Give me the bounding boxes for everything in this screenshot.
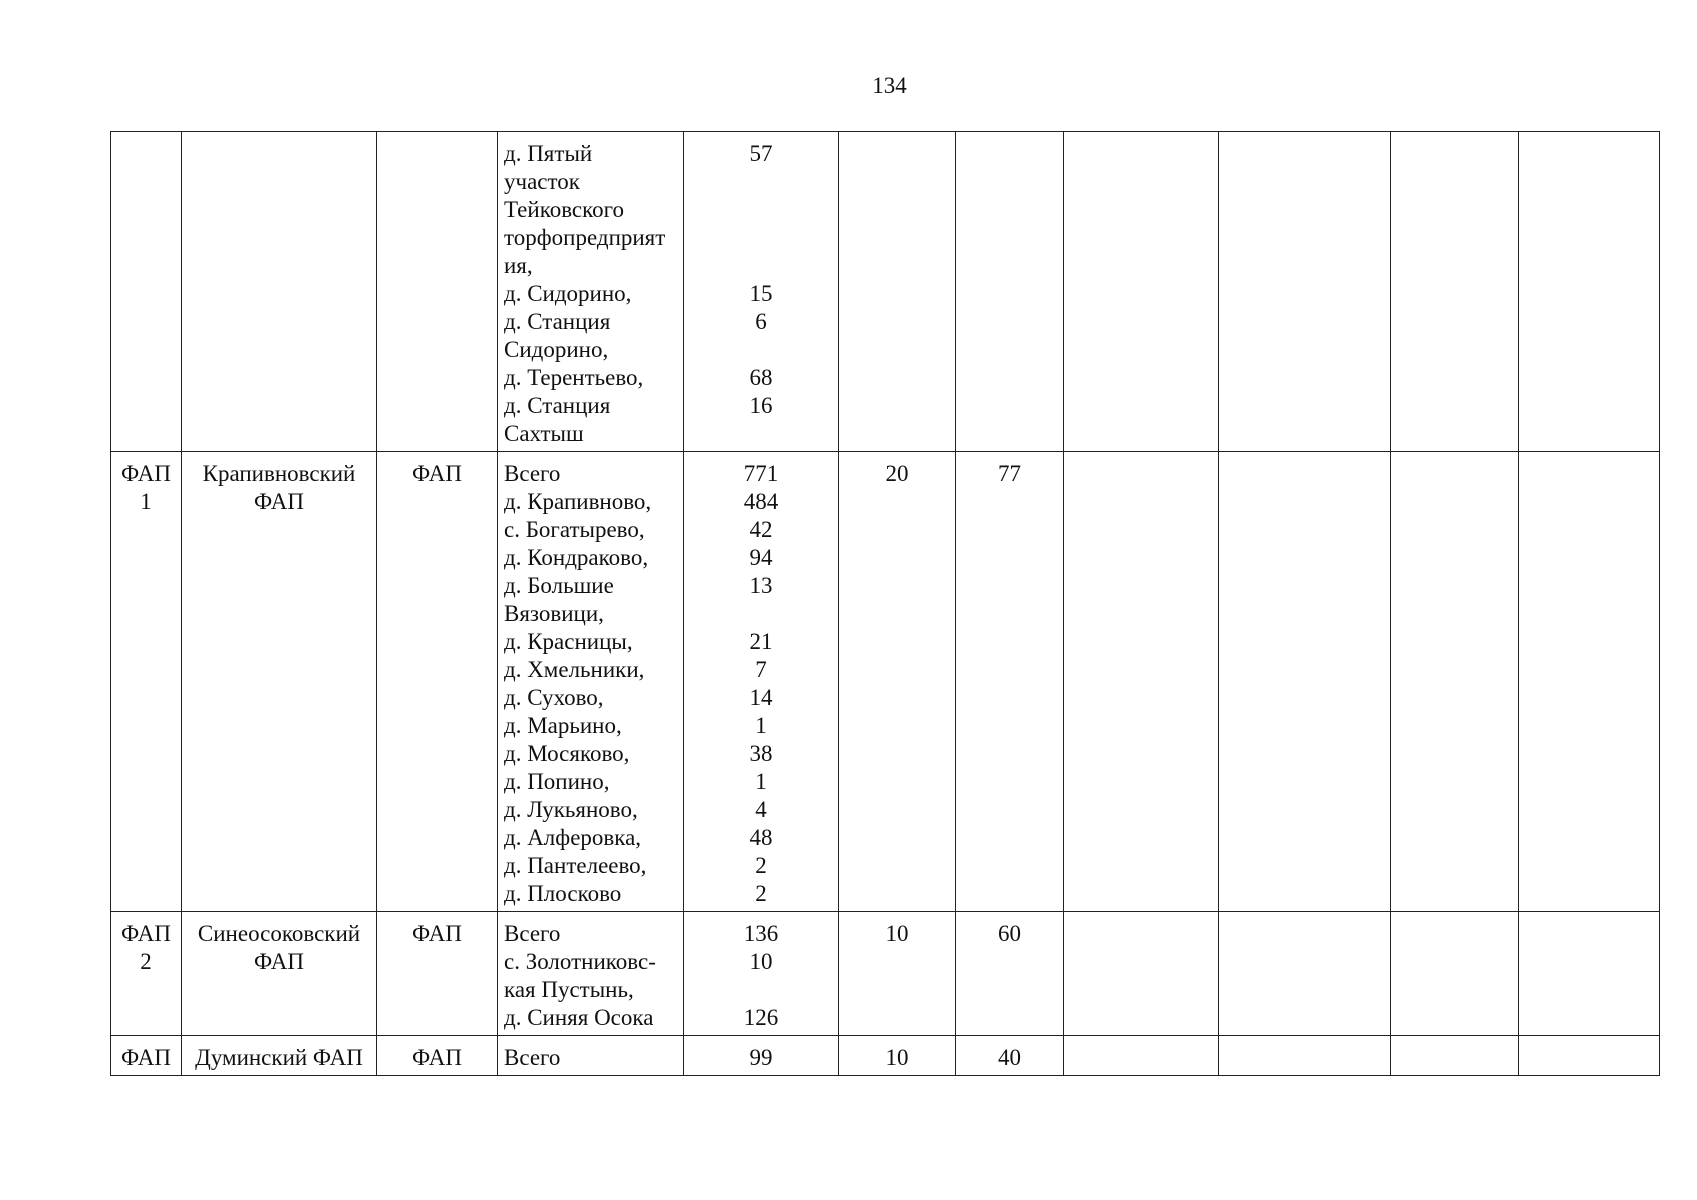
settlement-name: Всего (504, 921, 561, 946)
settlement-population: 15 (749, 281, 773, 306)
facility-name-cell (182, 452, 377, 912)
table-row (111, 452, 1660, 912)
empty-cell (1519, 912, 1660, 1036)
facility-table (110, 131, 1660, 1076)
settlement-name: д. Пятый (504, 141, 593, 166)
facility-type: ФАП (412, 921, 462, 946)
settlement-name: д. Плосково (504, 881, 622, 906)
population-cell (684, 1036, 839, 1076)
settlement-name: Сахтыш (504, 421, 584, 446)
facility-type: ФАП (412, 461, 462, 486)
settlement-name: с. Золотниковс- (504, 949, 656, 974)
spacer (690, 196, 832, 224)
value-b: 40 (998, 1045, 1021, 1070)
facility-id-cell (111, 132, 182, 452)
settlement-name: д. Пантелеево, (504, 853, 647, 878)
settlement-population: 6 (755, 309, 767, 334)
settlement-population: 99 (749, 1045, 773, 1070)
settlement-population: 38 (749, 741, 773, 766)
facility-type: ФАП (412, 1045, 462, 1070)
empty-cell (1519, 452, 1660, 912)
spacer (690, 336, 832, 364)
settlements-cell (498, 1036, 684, 1076)
settlement-population: 10 (749, 949, 773, 974)
settlement-name: Сидорино, (504, 337, 609, 362)
settlement-population: 42 (749, 517, 773, 542)
settlement-population: 126 (743, 1005, 779, 1030)
settlement-population: 1 (755, 713, 767, 738)
empty-cell (1064, 912, 1219, 1036)
population-cell (684, 452, 839, 912)
settlements-cell (498, 912, 684, 1036)
settlement-population: 136 (743, 921, 779, 946)
settlement-name: Вязовици, (504, 601, 604, 626)
spacer (690, 600, 832, 628)
settlement-population: 68 (749, 365, 773, 390)
settlement-name: д. Сухово, (504, 685, 604, 710)
population-cell (684, 132, 839, 452)
value-b-cell (956, 912, 1064, 1036)
empty-cell (1064, 132, 1219, 452)
table-row (111, 132, 1660, 452)
facility-id: ФАП 1 (121, 461, 171, 514)
settlement-name: д. Сидорино, (504, 281, 632, 306)
settlement-name: д. Попино, (504, 769, 610, 794)
value-b-cell (956, 452, 1064, 912)
empty-cell (1519, 1036, 1660, 1076)
value-a: 10 (885, 921, 909, 946)
value-a-cell (839, 912, 956, 1036)
facility-id-cell (111, 912, 182, 1036)
settlement-name: д. Станция (504, 393, 611, 418)
empty-cell (1391, 912, 1519, 1036)
value-a-cell (839, 1036, 956, 1076)
settlement-population: 2 (755, 881, 767, 906)
settlements-cell (498, 452, 684, 912)
empty-cell (1391, 1036, 1519, 1076)
facility-id: ФАП (121, 1045, 171, 1070)
spacer (690, 252, 832, 280)
settlement-population: 1 (755, 769, 767, 794)
value-b: 60 (998, 921, 1021, 946)
facility-name: Синеосоковский ФАП (197, 921, 361, 974)
facility-name-cell (182, 1036, 377, 1076)
spacer (690, 976, 832, 1004)
table-row (111, 912, 1660, 1036)
empty-cell (1219, 132, 1391, 452)
settlement-name: Тейковского (504, 197, 624, 222)
facility-id-cell (111, 452, 182, 912)
empty-cell (1064, 452, 1219, 912)
population-cell (684, 912, 839, 1036)
value-a-cell (839, 132, 956, 452)
empty-cell (1219, 912, 1391, 1036)
spacer (690, 420, 832, 448)
facility-type-cell (377, 1036, 498, 1076)
settlement-name: д. Алферовка, (504, 825, 642, 850)
value-a: 20 (885, 461, 909, 486)
facility-name: Думинский ФАП (195, 1045, 363, 1070)
settlement-population: 16 (749, 393, 773, 418)
settlement-population: 14 (749, 685, 773, 710)
settlement-population: 94 (749, 545, 773, 570)
facility-name-cell (182, 912, 377, 1036)
value-a-cell (839, 452, 956, 912)
empty-cell (1219, 452, 1391, 912)
settlement-population: 21 (749, 629, 773, 654)
empty-cell (1064, 1036, 1219, 1076)
value-b: 77 (998, 461, 1021, 486)
settlement-name: кая Пустынь, (504, 977, 634, 1002)
facility-id: ФАП 2 (121, 921, 171, 974)
facility-id-cell (111, 1036, 182, 1076)
settlement-name: д. Лукьяново, (504, 797, 638, 822)
empty-cell (1219, 1036, 1391, 1076)
facility-type-cell (377, 912, 498, 1036)
settlement-population: 484 (743, 489, 779, 514)
settlement-name: д. Терентьево, (504, 365, 644, 390)
settlement-name: д. Крапивново, (504, 489, 652, 514)
value-b-cell (956, 132, 1064, 452)
facility-type-cell (377, 452, 498, 912)
settlement-name: д. Станция (504, 309, 611, 334)
empty-cell (1519, 132, 1660, 452)
settlement-name: д. Большие (504, 573, 614, 598)
settlement-name: д. Синяя Осока (504, 1005, 654, 1030)
settlement-name: Всего (504, 461, 561, 486)
settlement-name: д. Марьино, (504, 713, 622, 738)
settlement-name: д. Мосяково, (504, 741, 630, 766)
settlements-cell (498, 132, 684, 452)
settlement-population: 2 (755, 853, 767, 878)
settlement-name: д. Хмельники, (504, 657, 645, 682)
settlement-name: д. Красницы, (504, 629, 633, 654)
spacer (690, 168, 832, 196)
settlement-population: 4 (755, 797, 767, 822)
value-a: 10 (885, 1045, 909, 1070)
settlement-population: 57 (749, 141, 773, 166)
settlement-name: Всего (504, 1045, 561, 1070)
facility-type-cell (377, 132, 498, 452)
facility-name: Крапивновский ФАП (202, 461, 356, 514)
table-row (111, 1036, 1660, 1076)
settlement-name: ия, (504, 253, 533, 278)
settlement-population: 771 (743, 461, 779, 486)
spacer (690, 224, 832, 252)
empty-cell (1391, 452, 1519, 912)
value-b-cell (956, 1036, 1064, 1076)
settlement-name: торфопредприят (504, 225, 666, 250)
settlement-population: 13 (749, 573, 773, 598)
settlement-name: с. Богатырево, (504, 517, 645, 542)
settlement-population: 48 (749, 825, 773, 850)
settlement-population: 7 (755, 657, 767, 682)
empty-cell (1391, 132, 1519, 452)
settlement-name: участок (504, 169, 580, 194)
page-number: 134 (872, 73, 907, 98)
settlement-name: д. Кондраково, (504, 545, 649, 570)
facility-name-cell (182, 132, 377, 452)
